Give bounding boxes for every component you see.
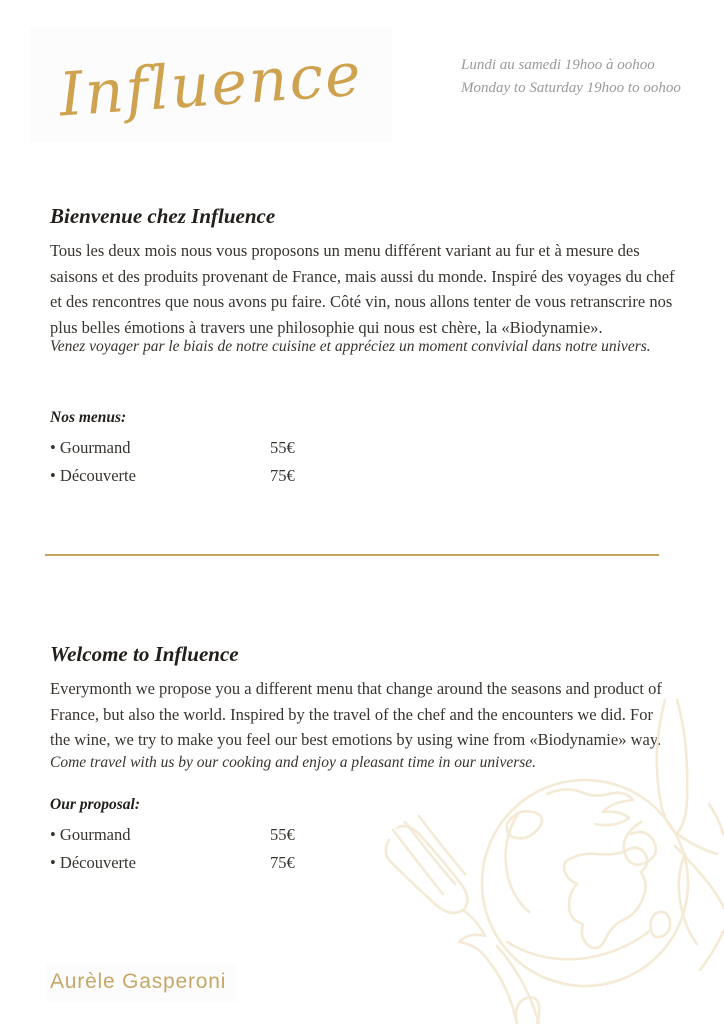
english-section-heading: Welcome to Influence [50, 642, 239, 666]
menu-item-price: 55€ [270, 825, 295, 844]
bullet-icon: • [50, 438, 56, 457]
brand-logo: Influence [57, 38, 365, 131]
menu-item-price: 75€ [270, 466, 295, 485]
logo-box [30, 27, 392, 142]
signature: Aurèle Gasperoni [46, 964, 236, 1002]
bullet-icon: • [50, 853, 56, 872]
french-section-tagline: Venez voyager par le biais de notre cuisine et appréciez un moment convivial dans notre univers. [50, 338, 651, 355]
menu-item-name: Découverte [59, 466, 136, 485]
menu-item-price: 75€ [270, 853, 295, 872]
french-section-heading: Bienvenue chez Influence [50, 204, 276, 228]
french-section-body: Tous les deux mois nous vous proposons un menu différent variant au fur et à mesure des saisons et des produits provenant de France, mais aussi du monde. Inspiré des voyages du chef et des rencontres que nous avons pu faire. Côté vin, nous allons tenter de vous retranscrire nos plus belles émotions à travers une philosophie qui nous est chère, la «Biodynamie». [50, 241, 675, 337]
menu-item-name: Gourmand [59, 825, 131, 844]
french-menu-item-gourmand [50, 438, 370, 458]
french-menu-item-decouverte [50, 466, 370, 486]
bullet-icon: • [50, 466, 56, 485]
english-menu-item-gourmand [50, 825, 370, 845]
english-menu-item-decouverte [50, 853, 370, 873]
opening-hours-french: Lundi au samedi 19hoo à oohoo [461, 57, 655, 73]
english-menu-label: Our proposal: [50, 796, 141, 813]
menu-item-name: Découverte [59, 853, 136, 872]
english-section-body: Everymonth we propose you a different menu that change around the seasons and product of France, but also the world. Inspired by the travel of the chef and the encounters we did. For the wine, we try to make you feel our best emotions by using wine from «Biodynamie» way. [50, 679, 662, 749]
gold-divider [45, 554, 659, 556]
opening-hours-english: Monday to Saturday 19hoo to oohoo [461, 80, 681, 96]
english-section-tagline: Come travel with us by our cooking and enjoy a pleasant time in our universe. [50, 754, 537, 771]
bullet-icon: • [50, 825, 56, 844]
french-menu-label: Nos menus: [50, 409, 127, 426]
menu-item-price: 55€ [270, 438, 295, 457]
opening-hours [461, 54, 681, 100]
menu-item-name: Gourmand [59, 438, 131, 457]
